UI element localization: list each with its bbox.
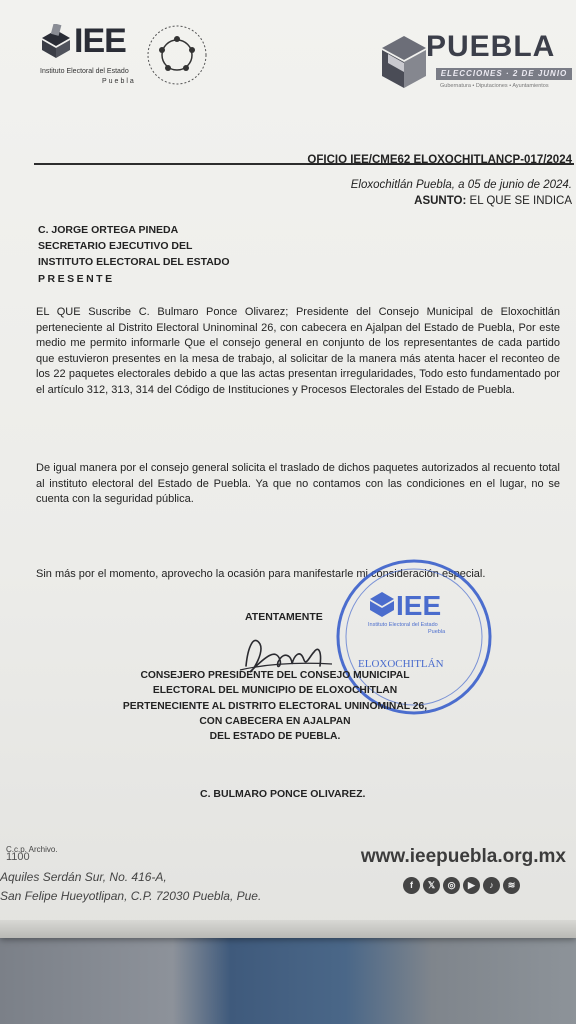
stamp-place: ELOXOCHITLÁN xyxy=(358,658,444,670)
stamp-subtitle: Instituto Electoral del Estado xyxy=(368,622,438,628)
instagram-icon: ◎ xyxy=(443,877,460,894)
closing-line: Sin más por el momento, aprovecho la ocasión para manifestarle mi consideración especial. xyxy=(36,568,486,580)
body-paragraph-1: EL QUE Suscribe C. Bulmaro Ponce Olivarez; Presidente del Consejo Municipal de Eloxochitlán perteneciente al Distrito Electoral Uninominal 26, con cabecera en Ajalpan del Estado de Puebla, Por este medio me permito informarle Que el consejo general en conjunto de los representantes de cada partido que estuvieron presentes en la mesa de trabajo, al solicitar de la manera más atenta hacer el reconteo de los 22 paquetes electorales debido a que las actas presentan irregularidades, Todo esto fundamentado por el artículo 312, 313, 314 del Código de Instituciones y Procesos Electorales del Estado de Puebla. xyxy=(36,306,560,396)
addressee-name: C. JORGE ORTEGA PINEDA xyxy=(38,224,179,236)
addressee-title-line-2: INSTITUTO ELECTORAL DEL ESTADO xyxy=(38,256,230,269)
stamp-subtitle-state: Puebla xyxy=(428,629,446,635)
ccp-handwritten-number: 1100 xyxy=(6,851,30,863)
signer-name: C. BULMARO PONCE OLIVAREZ. xyxy=(200,788,366,800)
iee-logo-text: IEE xyxy=(74,22,126,60)
signer-title-line-3: PERTENECIENTE AL DISTRITO ELECTORAL UNINOMINAL 26, xyxy=(122,700,428,712)
elecciones-subtitle: Gubernatura • Diputaciones • Ayuntamientos xyxy=(440,83,549,89)
youtube-icon: ▶ xyxy=(463,877,480,894)
spotify-icon: ≋ xyxy=(503,877,520,894)
paper-bottom-edge xyxy=(0,920,576,938)
puebla-elecciones-logo xyxy=(374,28,574,98)
addressee-title-line-1: SECRETARIO EJECUTIVO DEL xyxy=(38,240,193,253)
x-icon: 𝕏 xyxy=(423,877,440,894)
oficio-number: OFICIO IEE/CME62 ELOXOCHITLANCP-017/2024 xyxy=(307,154,572,166)
facebook-icon: f xyxy=(403,877,420,894)
signer-title-line-2: ELECTORAL DEL MUNICIPIO DE ELOXOCHITLAN xyxy=(152,685,398,697)
signer-title-line-5: DEL ESTADO DE PUEBLA. xyxy=(209,731,341,743)
elecciones-band: ELECCIONES · 2 DE JUNIO xyxy=(436,68,572,80)
letter-subject xyxy=(414,194,572,210)
addressee-block xyxy=(38,222,230,287)
ccp-archivo: C.c.p. Archivo. xyxy=(6,845,58,854)
stamp-logo-text: IEE xyxy=(396,590,442,621)
footer-address xyxy=(0,868,261,906)
subject-label: ASUNTO: xyxy=(414,195,467,207)
presente-label: PRESENTE xyxy=(38,272,115,285)
atentamente-label: ATENTAMENTE xyxy=(245,611,323,623)
signer-title-line-1: CONSEJERO PRESIDENTE DEL CONSEJO MUNICIPAL xyxy=(140,670,410,681)
puebla-logo-text: PUEBLA xyxy=(426,30,556,63)
iee-logo-subtitle: Instituto Electoral del Estado xyxy=(40,68,129,75)
iee-logo xyxy=(40,24,150,92)
address-line-1: Aquiles Serdán Sur, No. 416-A, xyxy=(0,870,167,884)
body-paragraph-2: De igual manera por el consejo general solicita el traslado de dichos paquetes autorizados al recuento total al instituto electoral del Estado de Puebla. Ya que no contamos con las condiciones en el lugar, no se cuenta con la seguridad pública. xyxy=(36,462,560,505)
subject-value: EL QUE SE INDICA xyxy=(469,195,572,207)
website-url: www.ieepuebla.org.mx xyxy=(360,846,566,867)
equality-seal-icon xyxy=(146,24,208,86)
social-icons xyxy=(403,877,520,894)
letter-date: Eloxochitlán Puebla, a 05 de junio de 2024. xyxy=(350,179,572,191)
background-fabric xyxy=(0,930,576,1024)
address-line-2: San Felipe Hueyotlipan, C.P. 72030 Puebla, Pue. xyxy=(0,889,262,903)
signer-title-block xyxy=(120,668,430,744)
iee-logo-subtitle-state: Puebla xyxy=(102,78,136,85)
signer-title-line-4: CON CABECERA EN AJALPAN xyxy=(199,715,351,727)
ballot-box-icon xyxy=(40,24,72,60)
tiktok-icon: ♪ xyxy=(483,877,500,894)
